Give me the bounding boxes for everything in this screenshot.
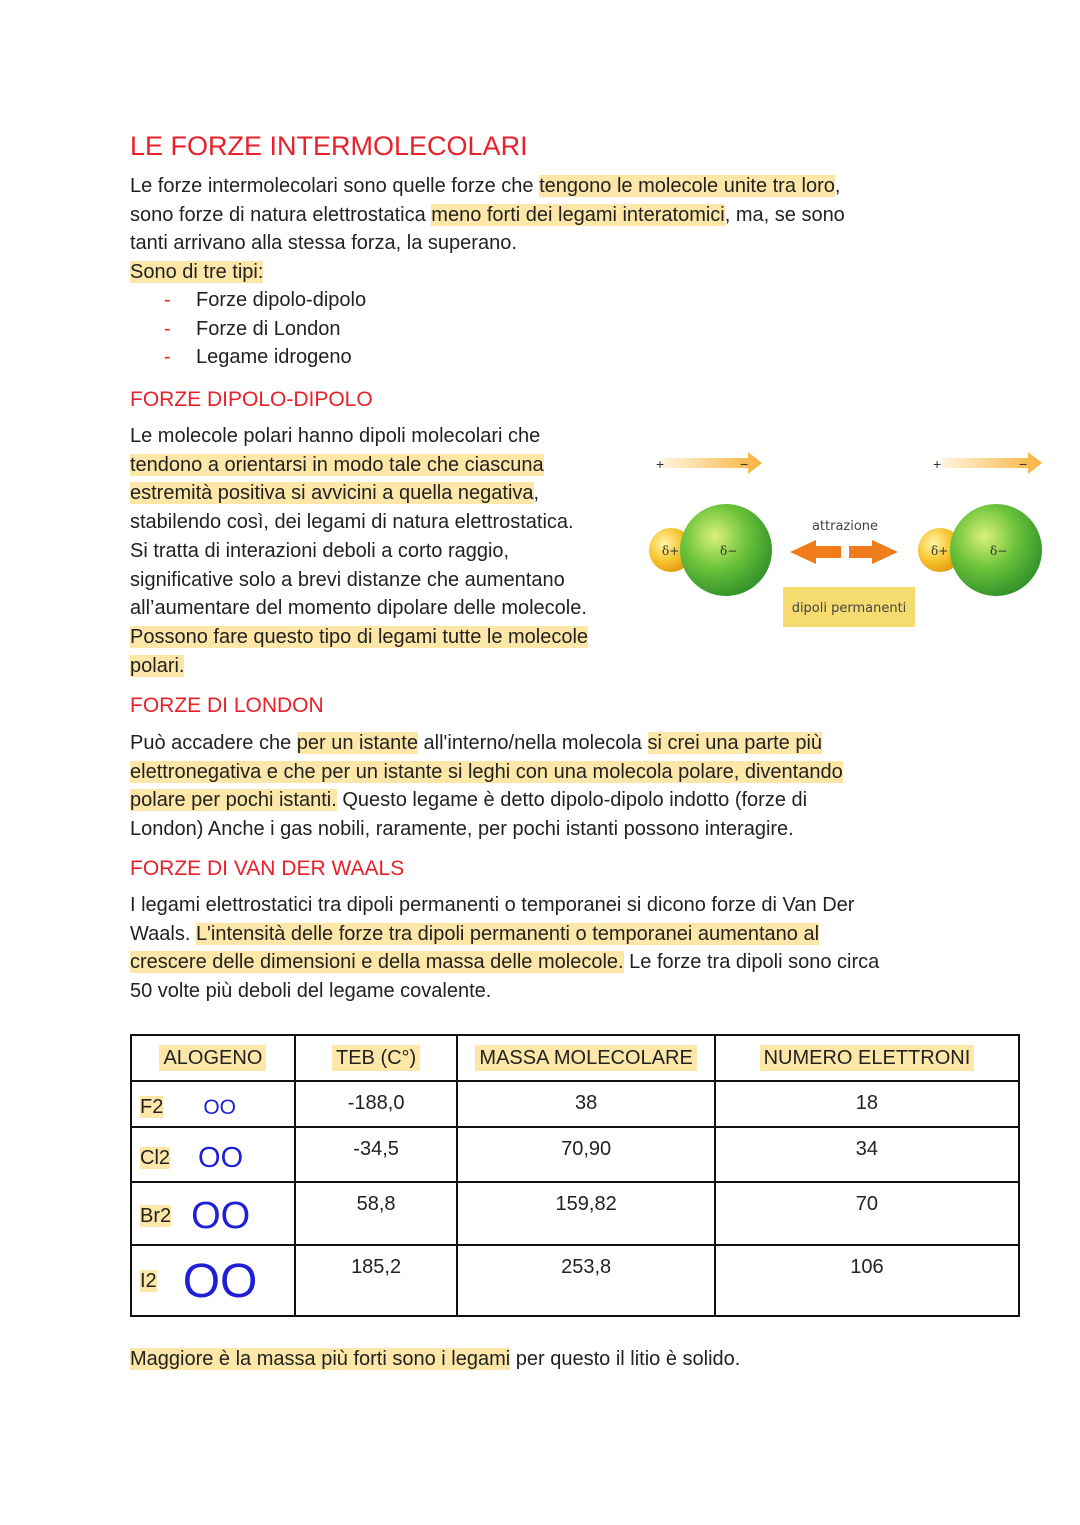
dipolo-heading: FORZE DIPOLO-DIPOLO: [130, 388, 373, 411]
delta-minus-label: δ−: [720, 544, 738, 558]
plus-sign: +: [933, 456, 942, 472]
types-list: [130, 286, 366, 372]
list-item: - Legame idrogeno: [164, 346, 352, 369]
table-row: F2 OO -188,0 38 18: [131, 1081, 1019, 1127]
column-header: NUMERO ELETTRONI: [715, 1035, 1019, 1081]
page-title: LE FORZE INTERMOLECOLARI: [130, 131, 528, 161]
minus-sign: −: [740, 456, 749, 472]
minus-sign: −: [1019, 456, 1028, 472]
column-header: MASSA MOLECOLARE: [457, 1035, 714, 1081]
london-heading: FORZE DI LONDON: [130, 694, 324, 717]
london-paragraph: Può accadere che per un istante all'interno/nella molecola si crei una parte più elettronegativa e che per un istante si leghi con una molecola polare, diventando polare per pochi istanti. Questo legame è detto dipolo-dipolo indotto (forze di London) Anche i gas nobili, raramente, per pochi istanti possono interagire.: [130, 732, 843, 841]
dipole-diagram: [640, 442, 1050, 642]
molecule-symbol: OO: [203, 1096, 237, 1119]
types-intro: Sono di tre tipi:: [130, 261, 264, 284]
table-header-row: [131, 1035, 1019, 1081]
list-item: - Forze di London: [164, 317, 341, 340]
molecule-symbol: OO: [182, 1255, 258, 1308]
conclusion-paragraph: Maggiore è la massa più forti sono i legami per questo il litio è solido.: [130, 1348, 741, 1370]
column-header: TEB (C°): [295, 1035, 458, 1081]
delta-plus-label: δ+: [931, 544, 949, 558]
table-row: Cl2 OO -34,5 70,90 34: [131, 1127, 1019, 1182]
halogen-table: [130, 1034, 1020, 1317]
table-row: Br2 OO 58,8 159,82 70: [131, 1182, 1019, 1245]
attraction-arrows: [790, 540, 898, 564]
vdw-heading: FORZE DI VAN DER WAALS: [130, 857, 405, 880]
molecule-symbol: OO: [198, 1142, 244, 1174]
delta-plus-label: δ+: [662, 544, 680, 558]
attraction-label: attrazione: [811, 519, 879, 534]
molecule-symbol: OO: [191, 1195, 251, 1237]
delta-minus-label: δ−: [990, 544, 1008, 558]
dipoles-label: dipoli permanenti: [791, 601, 907, 616]
table-row: I2 OO 185,2 253,8 106: [131, 1245, 1019, 1316]
list-item: - Forze dipolo-dipolo: [164, 289, 367, 311]
column-header: ALOGENO: [131, 1035, 295, 1081]
intro-paragraph: Le forze intermolecolari sono quelle forze che tengono le molecole unite tra loro, sono forze di natura elettrostatica meno forti dei legami interatomici, ma, se sono tanti arrivano alla stessa forza, la superano. Sono di tre tipi:: [130, 175, 845, 284]
plus-sign: +: [656, 456, 665, 472]
vdw-paragraph: I legami elettrostatici tra dipoli permanenti o temporanei si dicono forze di Van Der Waals. L'intensità delle forze tra dipoli permanenti o temporanei aumentano al crescere delle dimensioni e della massa delle molecole. Le forze tra dipoli sono circa 50 volte più deboli del legame covalente.: [130, 894, 880, 1003]
dipolo-paragraph: Le molecole polari hanno dipoli molecolari che tendono a orientarsi in modo tale che ciascuna estremità positiva si avvicini a quella negativa, stabilendo così, dei legami di natura elettrostatica. Si tratta di interazioni deboli a corto raggio, significative solo a brevi distanze che aumentano all’aumentare del momento dipolare delle molecole. Possono fare questo tipo di legami tutte le molecole polari.: [130, 425, 589, 677]
